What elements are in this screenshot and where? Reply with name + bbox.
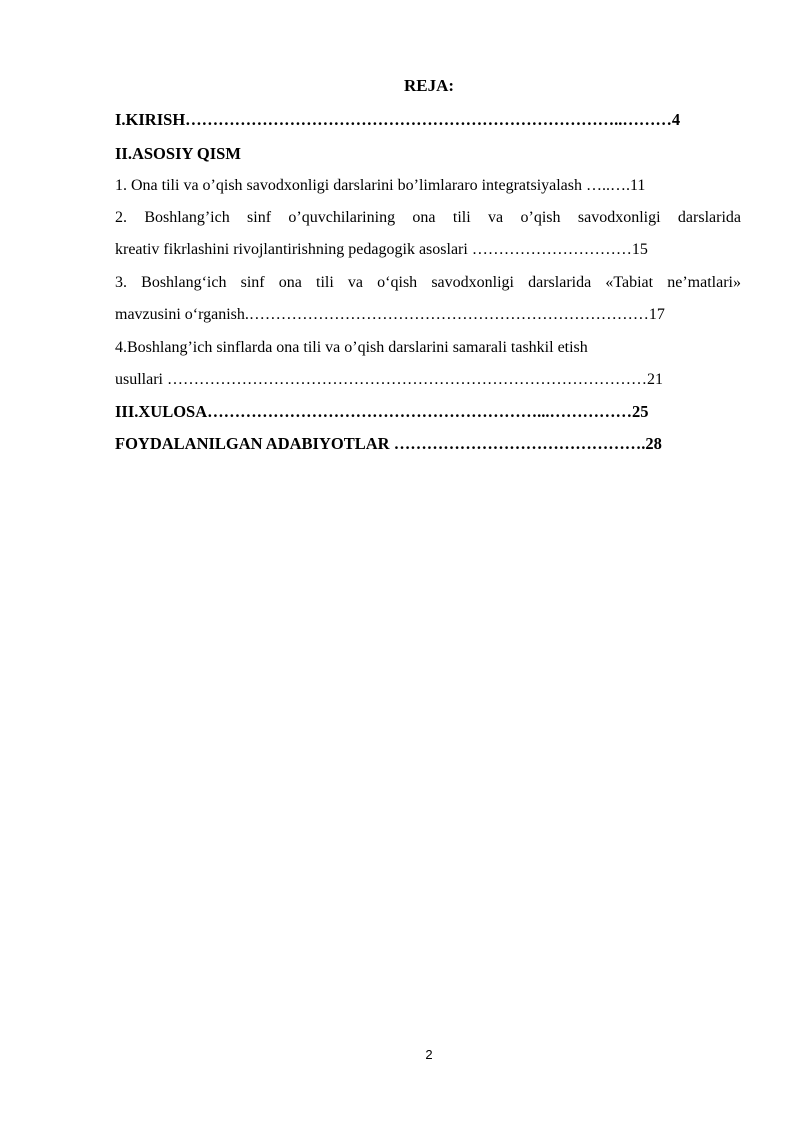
toc-entry-xulosa: III.XULOSA……………………………………………………...……………25 [115, 402, 649, 421]
toc-entry-3-line-1: 3. Boshlang‘ich sinf ona tili va o‘qish savodxonligi darslarida «Tabiat ne’matlari» [115, 274, 741, 291]
page-number: 2 [425, 1047, 433, 1062]
toc-entry-2-line-2: kreativ fikrlashini rivojlantirishning pedagogik asoslari …………………………15 [115, 241, 648, 258]
toc-entry-3-line-2: mavzusini o‘rganish.…………………………………………………………………17 [115, 306, 665, 323]
toc-entry-adabiyotlar: FOYDALANILGAN ADABIYOTLAR ……………………………………….28 [115, 434, 662, 453]
page-title: REJA: [403, 76, 455, 95]
toc-section-asosiy: II.ASOSIY QISM [115, 144, 241, 163]
toc-entry-4-line-1: 4.Boshlang’ich sinflarda ona tili va o’qish darslarini samarali tashkil etish [115, 339, 588, 356]
toc-entry-1: 1. Ona tili va o’qish savodxonligi darslarini bo’limlararo integratsiyalash …..….11 [115, 177, 646, 194]
toc-entry-4-line-2: usullari ………………………………………………………………………………21 [115, 371, 663, 388]
toc-entry-2-line-1: 2. Boshlang’ich sinf o’quvchilarining ona tili va o’qish savodxonligi darslarida [115, 209, 741, 226]
toc-entry-kirish: I.KIRISH……………………………………………………………………..………4 [115, 110, 681, 129]
